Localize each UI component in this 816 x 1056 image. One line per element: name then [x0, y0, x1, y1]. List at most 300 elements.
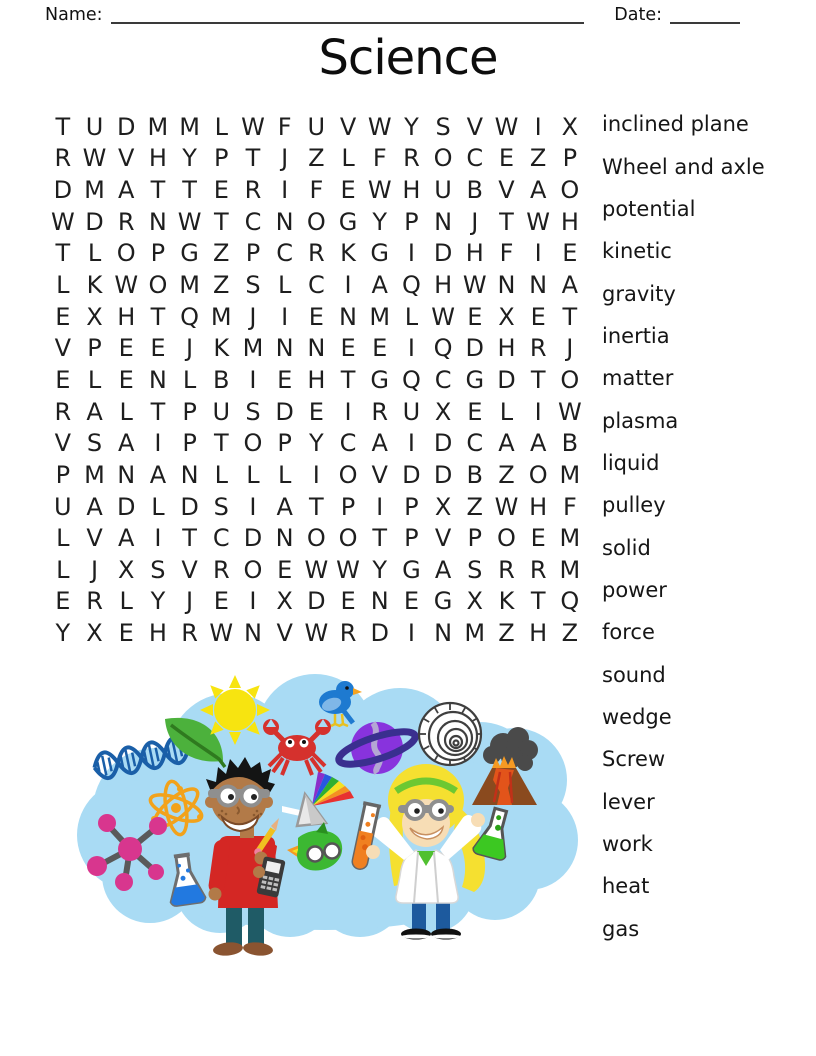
grid-letter: O	[148, 271, 168, 300]
grid-letter: D	[116, 112, 136, 141]
grid-letter: I	[534, 397, 542, 426]
grid-letter: N	[275, 334, 294, 363]
grid-letter: T	[530, 365, 546, 394]
grid-letter: D	[370, 619, 389, 648]
grid-letter: M	[84, 460, 105, 489]
grid-letter: E	[118, 334, 134, 363]
grid-letter: I	[407, 239, 415, 268]
grid-letter: W	[367, 176, 392, 205]
grid-letter: M	[369, 302, 391, 331]
grid-letter: N	[148, 207, 167, 236]
grid-letter: M	[210, 302, 232, 331]
grid-letter: A	[434, 555, 452, 584]
grid-letter: E	[308, 302, 324, 331]
grid-letter: H	[148, 619, 167, 648]
grid-letter: Z	[213, 239, 230, 268]
name-blank-line	[111, 6, 585, 24]
grid-letter: N	[275, 207, 294, 236]
grid-letter: V	[371, 460, 388, 489]
grid-letter: L	[56, 271, 70, 300]
grid-letter: V	[498, 176, 515, 205]
grid-letter: H	[148, 144, 167, 173]
grid-letter: I	[281, 302, 289, 331]
word-list-item: work	[602, 832, 653, 857]
grid-letter: D	[433, 460, 453, 489]
science-illustration	[60, 660, 590, 992]
grid-letter: T	[182, 176, 197, 205]
grid-letter: T	[55, 112, 71, 141]
grid-letter: T	[245, 144, 261, 173]
grid-letter: L	[56, 555, 70, 584]
grid-letter: V	[86, 524, 103, 553]
grid-letter: E	[277, 555, 293, 584]
grid-letter: P	[182, 429, 197, 458]
grid-letter: V	[118, 144, 135, 173]
grid-letter: O	[338, 524, 358, 553]
grid-letter: X	[276, 587, 293, 616]
grid-letter: L	[182, 365, 197, 394]
grid-letter: L	[214, 112, 228, 141]
grid-letter: G	[433, 587, 453, 616]
grid-letter: E	[55, 365, 71, 394]
grid-letter: S	[245, 271, 261, 300]
grid-letter: R	[212, 555, 230, 584]
grid-letter: G	[338, 207, 358, 236]
grid-letter: M	[242, 334, 264, 363]
grid-letter: I	[344, 271, 352, 300]
grid-letter: R	[339, 619, 357, 648]
grid-letter: L	[151, 492, 165, 521]
grid-letter: Q	[560, 587, 580, 616]
grid-letter: L	[87, 239, 102, 268]
grid-letter: N	[117, 460, 136, 489]
grid-letter: N	[370, 587, 389, 616]
grid-letter: M	[464, 619, 486, 648]
grid-letter: D	[497, 365, 516, 394]
grid-letter: T	[499, 207, 514, 236]
grid-letter: H	[560, 207, 579, 236]
date-label: Date:	[614, 5, 662, 25]
grid-letter: S	[213, 492, 229, 521]
grid-letter: L	[404, 302, 419, 331]
grid-letter: O	[116, 239, 136, 268]
grid-letter: E	[150, 334, 166, 363]
grid-letter: A	[118, 524, 135, 553]
grid-letter: P	[214, 144, 229, 173]
grid-letter: J	[186, 587, 194, 616]
grid-letter: P	[562, 144, 578, 173]
grid-letter: R	[403, 144, 420, 173]
word-list-item: gravity	[602, 281, 676, 306]
word-list-item: plasma	[602, 408, 679, 433]
grid-letter: H	[434, 271, 453, 300]
grid-letter: T	[213, 207, 229, 236]
grid-letter: R	[308, 239, 325, 268]
grid-letter: R	[529, 334, 547, 363]
grid-letter: R	[54, 397, 72, 426]
grid-letter: K	[213, 334, 230, 363]
grid-letter: E	[340, 334, 356, 363]
grid-letter: G	[465, 365, 485, 394]
grid-letter: E	[403, 587, 419, 616]
grid-letter: O	[338, 460, 358, 489]
grid-letter: A	[86, 397, 103, 426]
grid-letter: W	[50, 207, 75, 236]
grid-letter: Z	[561, 619, 579, 648]
grid-letter: L	[87, 365, 102, 394]
grid-letter: O	[497, 524, 516, 553]
grid-letter: S	[150, 555, 166, 584]
grid-letter: M	[147, 112, 169, 141]
grid-letter: I	[376, 492, 384, 521]
grid-letter: M	[179, 112, 200, 141]
grid-letter: Z	[498, 460, 515, 489]
grid-letter: T	[562, 302, 578, 331]
grid-letter: N	[148, 365, 167, 394]
grid-letter: H	[465, 239, 484, 268]
grid-letter: Y	[404, 112, 419, 141]
grid-letter: Y	[309, 429, 324, 458]
grid-letter: M	[84, 176, 105, 205]
grid-letter: H	[497, 334, 516, 363]
grid-letter: S	[435, 112, 451, 141]
grid-letter: O	[306, 524, 326, 553]
grid-letter: D	[53, 176, 73, 205]
grid-letter: I	[154, 524, 162, 553]
grid-letter: C	[244, 207, 262, 236]
grid-letter: N	[529, 271, 548, 300]
grid-letter: E	[118, 619, 134, 648]
word-list-item: lever	[602, 789, 655, 814]
grid-letter: Q	[433, 334, 453, 363]
grid-letter: P	[404, 524, 419, 553]
grid-letter: E	[55, 587, 71, 616]
grid-letter: F	[372, 144, 387, 173]
grid-letter: N	[243, 619, 262, 648]
grid-letter: X	[86, 302, 103, 331]
grid-letter: N	[497, 271, 516, 300]
grid-letter: O	[243, 429, 263, 458]
grid-letter: S	[86, 429, 103, 458]
grid-letter: L	[214, 460, 228, 489]
grid-letter: W	[114, 271, 139, 300]
grid-letter: Y	[182, 144, 197, 173]
grid-letter: X	[86, 619, 103, 648]
grid-letter: I	[534, 239, 542, 268]
grid-letter: O	[560, 365, 580, 394]
grid-letter: T	[372, 524, 388, 553]
grid-letter: K	[340, 239, 356, 268]
grid-letter: I	[312, 460, 320, 489]
grid-letter: I	[249, 587, 257, 616]
grid-letter: M	[559, 555, 581, 584]
grid-letter: J	[90, 555, 99, 584]
grid-letter: A	[371, 429, 388, 458]
header-line	[45, 6, 740, 25]
grid-letter: A	[276, 492, 293, 521]
grid-letter: G	[370, 239, 390, 268]
grid-letter: W	[82, 144, 107, 173]
grid-letter: P	[340, 492, 356, 521]
grid-letter: M	[559, 460, 581, 489]
grid-letter: I	[249, 492, 257, 521]
grid-letter: E	[530, 524, 546, 553]
grid-letter: J	[471, 207, 479, 236]
word-list-item: Wheel and axle	[602, 154, 765, 179]
grid-letter: I	[407, 619, 415, 648]
grid-letter: N	[180, 460, 199, 489]
grid-letter: L	[119, 397, 133, 426]
fossil-shell-icon	[419, 703, 481, 765]
grid-letter: D	[243, 524, 263, 553]
grid-letter: T	[55, 239, 71, 268]
grid-letter: O	[528, 460, 548, 489]
grid-letter: J	[281, 144, 289, 173]
grid-letter: U	[402, 397, 421, 426]
grid-letter: W	[336, 555, 360, 584]
grid-letter: P	[277, 429, 292, 458]
grid-letter: W	[526, 207, 551, 236]
grid-letter: S	[245, 397, 261, 426]
grid-letter: E	[213, 176, 229, 205]
grid-letter: D	[85, 207, 104, 236]
grid-letter: W	[494, 112, 519, 141]
grid-letter: A	[149, 460, 167, 489]
grid-letter: P	[245, 239, 261, 268]
grid-letter: R	[117, 207, 135, 236]
grid-letter: T	[309, 492, 324, 521]
grid-letter: W	[241, 112, 265, 141]
grid-letter: E	[467, 397, 483, 426]
grid-letter: T	[530, 587, 546, 616]
grid-letter: H	[117, 302, 136, 331]
grid-letter: Z	[529, 144, 547, 173]
grid-letter: E	[498, 144, 515, 173]
grid-letter: P	[150, 239, 166, 268]
grid-letter: C	[212, 524, 230, 553]
grid-letter: V	[466, 112, 483, 141]
grid-letter: B	[213, 365, 230, 394]
grid-letter: T	[213, 429, 229, 458]
grid-letter: C	[307, 271, 325, 300]
grid-letter: A	[371, 271, 388, 300]
grid-letter: C	[466, 429, 484, 458]
grid-letter: T	[150, 397, 166, 426]
grid-letter: E	[467, 302, 483, 331]
grid-letter: F	[277, 112, 292, 141]
grid-letter: L	[277, 460, 292, 489]
grid-letter: R	[371, 397, 389, 426]
grid-letter: V	[54, 429, 72, 458]
grid-letter: R	[181, 619, 198, 648]
grid-letter: I	[344, 397, 352, 426]
word-list-item: sound	[602, 662, 666, 687]
word-list-item: heat	[602, 874, 650, 899]
grid-letter: L	[56, 524, 70, 553]
grid-letter: V	[339, 112, 357, 141]
grid-letter: I	[154, 429, 162, 458]
word-search-grid	[47, 111, 586, 649]
grid-letter: P	[467, 524, 483, 553]
grid-letter: Q	[401, 365, 421, 394]
grid-letter: X	[434, 492, 452, 521]
grid-letter: F	[309, 176, 324, 205]
grid-letter: T	[340, 365, 356, 394]
grid-letter: E	[213, 587, 229, 616]
grid-letter: G	[370, 365, 390, 394]
name-label: Name:	[45, 5, 103, 25]
grid-letter: W	[367, 112, 392, 141]
grid-letter: H	[529, 492, 548, 521]
grid-letter: R	[529, 555, 547, 584]
word-list-item: force	[602, 620, 655, 645]
grid-letter: A	[498, 429, 515, 458]
grid-letter: L	[499, 397, 514, 426]
grid-letter: H	[529, 619, 548, 648]
grid-letter: T	[150, 176, 166, 205]
grid-letter: L	[119, 587, 133, 616]
grid-letter: Z	[213, 271, 230, 300]
grid-letter: E	[277, 365, 293, 394]
grid-letter: A	[118, 429, 135, 458]
grid-letter: M	[179, 271, 200, 300]
grid-letter: W	[557, 397, 582, 426]
grid-letter: X	[434, 397, 452, 426]
grid-letter: X	[466, 587, 483, 616]
grid-letter: S	[467, 555, 483, 584]
grid-letter: E	[372, 334, 388, 363]
grid-letter: J	[249, 302, 257, 331]
grid-letter: D	[275, 397, 294, 426]
grid-letter: Q	[180, 302, 200, 331]
grid-letter: Z	[498, 619, 515, 648]
grid-letter: L	[246, 460, 260, 489]
grid-letter: X	[117, 555, 135, 584]
grid-letter: B	[466, 460, 484, 489]
grid-letter: P	[87, 334, 102, 363]
grid-letter: R	[498, 555, 515, 584]
grid-letter: Q	[401, 271, 421, 300]
grid-letter: Z	[466, 492, 483, 521]
grid-letter: I	[407, 429, 415, 458]
word-list-item: matter	[602, 366, 674, 391]
grid-letter: V	[54, 334, 72, 363]
grid-letter: T	[150, 302, 166, 331]
grid-letter: Y	[372, 555, 388, 584]
grid-letter: V	[434, 524, 452, 553]
grid-letter: M	[559, 524, 581, 553]
grid-letter: W	[431, 302, 455, 331]
word-list-item: pulley	[602, 493, 666, 518]
word-list-item: inclined plane	[602, 112, 749, 137]
grid-letter: E	[118, 365, 134, 394]
grid-letter: T	[182, 524, 197, 553]
grid-letter: R	[54, 144, 72, 173]
grid-letter: W	[494, 492, 519, 521]
grid-letter: X	[561, 112, 579, 141]
word-list-item: solid	[602, 535, 651, 560]
sun-icon	[200, 675, 270, 745]
grid-letter: A	[86, 492, 103, 521]
grid-letter: Y	[150, 587, 166, 616]
grid-letter: Y	[55, 619, 71, 648]
grid-letter: I	[249, 365, 257, 394]
grid-letter: D	[180, 492, 199, 521]
grid-letter: N	[434, 619, 453, 648]
grid-letter: D	[116, 492, 136, 521]
word-list-item: Screw	[602, 747, 666, 772]
grid-letter: C	[434, 365, 452, 394]
grid-letter: X	[498, 302, 515, 331]
grid-letter: I	[407, 334, 415, 363]
page-title: Science	[318, 30, 498, 86]
grid-letter: E	[55, 302, 71, 331]
grid-letter: U	[85, 112, 104, 141]
grid-letter: W	[209, 619, 234, 648]
grid-letter: V	[181, 555, 198, 584]
grid-letter: P	[182, 397, 197, 426]
grid-letter: I	[281, 176, 289, 205]
grid-letter: Y	[372, 207, 388, 236]
grid-letter: Z	[308, 144, 325, 173]
grid-letter: E	[340, 176, 356, 205]
grid-letter: E	[308, 397, 324, 426]
grid-letter: A	[118, 176, 135, 205]
grid-letter: D	[402, 460, 421, 489]
grid-letter: O	[306, 207, 326, 236]
grid-letter: L	[277, 271, 292, 300]
grid-letter: W	[304, 555, 329, 584]
grid-letter: D	[307, 587, 326, 616]
grid-letter: E	[562, 239, 578, 268]
grid-letter: K	[498, 587, 515, 616]
grid-letter: W	[304, 619, 329, 648]
grid-letter: U	[307, 112, 326, 141]
grid-letter: N	[434, 207, 453, 236]
grid-letter: C	[339, 429, 357, 458]
word-list-item: potential	[602, 196, 696, 221]
grid-letter: R	[244, 176, 262, 205]
grid-letter: F	[499, 239, 514, 268]
grid-letter: G	[180, 239, 199, 268]
grid-letter: V	[276, 619, 293, 648]
word-list	[602, 103, 812, 950]
grid-letter: U	[54, 492, 72, 521]
grid-letter: N	[275, 524, 294, 553]
grid-letter: O	[433, 144, 453, 173]
grid-letter: P	[404, 207, 419, 236]
grid-letter: E	[340, 587, 356, 616]
grid-letter: J	[566, 334, 574, 363]
grid-letter: O	[243, 555, 263, 584]
grid-letter: P	[55, 460, 71, 489]
word-list-item: kinetic	[602, 239, 672, 264]
grid-letter: B	[466, 176, 484, 205]
grid-letter: O	[560, 176, 580, 205]
date-blank-line	[670, 6, 740, 24]
word-list-item: gas	[602, 916, 640, 941]
word-list-item: liquid	[602, 450, 660, 475]
grid-letter: P	[404, 492, 419, 521]
grid-letter: I	[534, 112, 542, 141]
grid-letter: A	[529, 429, 547, 458]
grid-letter: D	[433, 429, 453, 458]
grid-letter: K	[86, 271, 103, 300]
grid-letter: A	[529, 176, 547, 205]
grid-letter: N	[339, 302, 357, 331]
grid-letter: W	[462, 271, 487, 300]
grid-letter: D	[465, 334, 485, 363]
